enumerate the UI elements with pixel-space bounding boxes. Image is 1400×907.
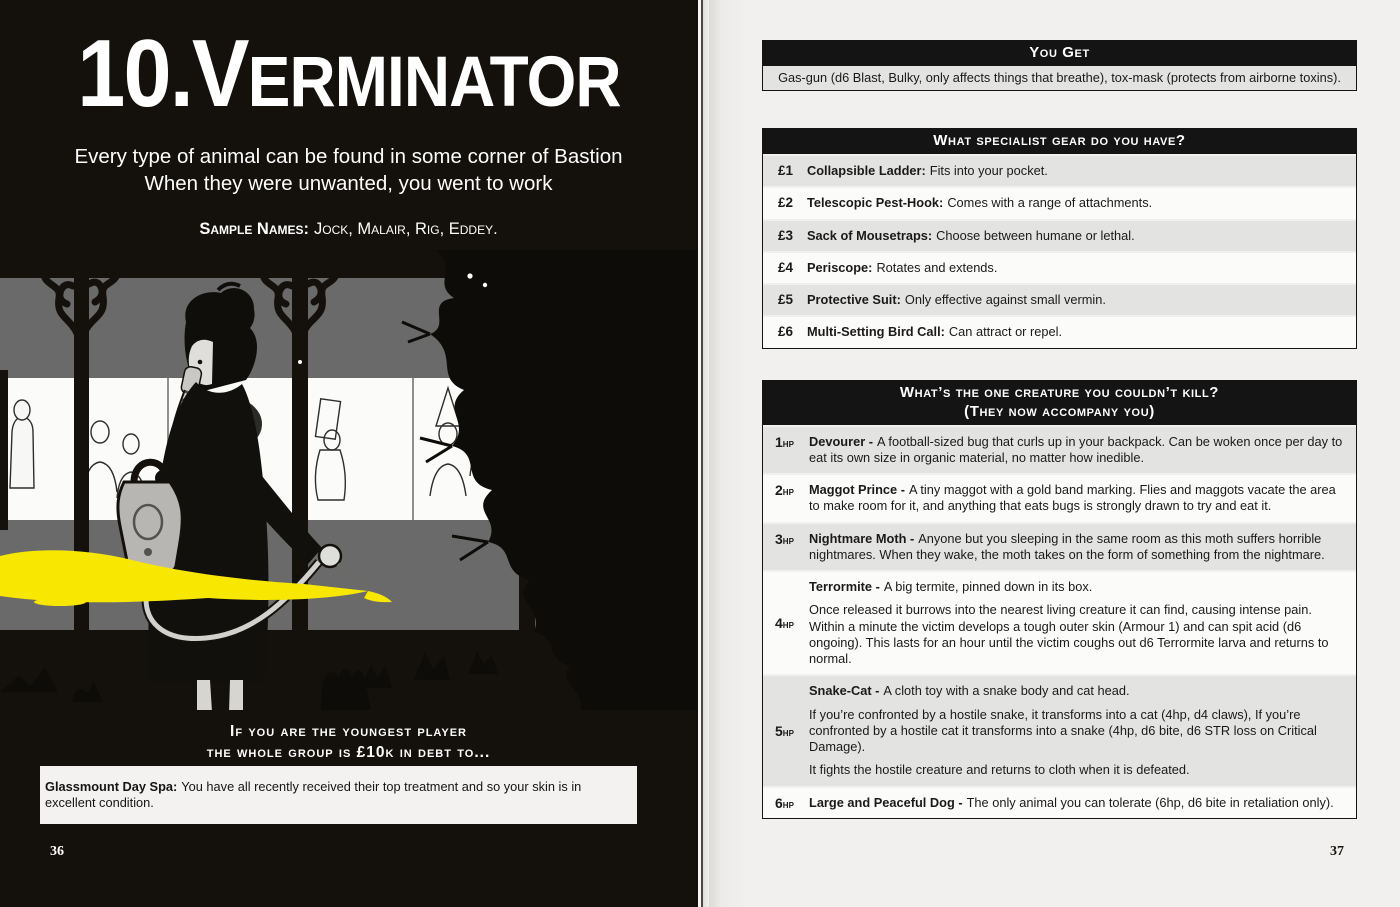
creature-name: Nightmare Moth - [809,530,915,546]
hp-suffix: hp [782,534,794,547]
chapter-subtitle [0,143,697,197]
right-page [709,0,1400,907]
creature-row [763,674,1356,785]
creditor-name: Glassmount Day Spa: [45,779,178,794]
gear-desc: Can attract or repel. [948,324,1063,340]
gear-name: Protective Suit: [807,292,901,307]
hp-suffix: hp [782,437,794,450]
hp-suffix: hp [782,798,794,811]
creature-hp: 3 [775,530,783,547]
creature-row [763,425,1356,474]
chapter-title-number: 10.V [76,20,248,127]
gear-desc: Fits into your pocket. [929,163,1048,178]
creature-desc: The only animal you can tolerate (6hp, d6 bite in retaliation only). [966,794,1334,810]
creature-table [762,380,1357,819]
gear-price: £5 [778,292,794,307]
hp-suffix: hp [782,619,794,632]
creature-name: Terrormite - [809,579,880,594]
creature-extra-paragraph: Once released it burrows into the nearest living creature it can find, causing intense pain. Within a minute the victim develops a tough outer skin (Armour 1) and can spit acid (d6 ongoing). This lasts for an hour until the victim coughs out d6 Terrormite larva and returns to normal. [809,602,1329,666]
chapter-title [0,20,697,127]
debt-line-1: If you are the youngest player [230,723,467,740]
debt-heading [0,721,697,763]
creditor-box [40,766,637,824]
book-spine [697,0,709,907]
gear-name: Telescopic Pest-Hook: [807,195,944,211]
creature-name: Maggot Prince - [809,482,905,497]
chapter-title-text: ERMINATOR [247,43,621,122]
creature-desc: A football-sized bug that curls up in your backpack. Can be woken once per day to eat its own size in organic material, no matter how inedible. [809,433,1343,465]
left-page [0,0,697,907]
creature-desc: A big termite, pinned down in its box. [883,579,1093,594]
gear-row [763,315,1356,347]
creature-hp: 2 [775,482,783,498]
gear-price: £2 [778,195,794,211]
sample-names-label: Sample Names: [199,220,309,238]
sprayer-bulb [319,545,341,567]
you-get-table [762,40,1357,91]
creature-row [763,522,1356,571]
gear-name: Collapsible Ladder: [807,163,926,178]
sample-names-value: Jock, Malair, Rig, Eddey. [313,220,498,238]
gear-table-header: What specialist gear do you have? [762,128,1357,154]
gear-name: Periscope: [807,259,873,275]
creature-extra-paragraph: If you’re confronted by a hostile snake, it transforms into a cat (4hp, d4 claws), If you’re confronted by a hostile cat it transforms into a snake (4hp, d6 bite, d6 STR loss on Critical Damage). [809,706,1317,754]
you-get-header: You Get [762,40,1357,66]
gear-name: Sack of Mousetraps: [807,227,933,243]
creature-desc: Anyone but you sleeping in the same room as this moth suffers horrible nightmares. When they wake, the moth takes on the form of something from the nightmare. [809,530,1325,562]
creditor-desc: You have all recently received their top treatment and so your skin is in excellent condition. [45,779,582,810]
gear-desc: Choose between humane or lethal. [936,227,1135,243]
gear-row [763,154,1356,186]
creature-name: Snake-Cat - [809,683,880,699]
creature-row [763,786,1356,818]
creature-hp: 5 [775,722,783,739]
gear-desc: Only effective against small vermin. [904,292,1106,307]
subtitle-line-2: When they were unwanted, you went to work [144,172,553,195]
page-number-right: 37 [1330,844,1344,859]
hp-suffix: hp [782,726,794,739]
gear-name: Multi-Setting Bird Call: [807,324,945,340]
verminator-illustration [0,250,697,710]
gear-row [763,219,1356,251]
gear-price: £4 [778,259,794,275]
gear-table [762,128,1357,349]
gear-price: £3 [778,227,794,243]
creature-hp: 6 [775,794,783,811]
gear-row [763,283,1356,315]
creature-row [763,473,1356,522]
gear-price: £1 [778,163,794,178]
you-get-content: Gas-gun (d6 Blast, Bulky, only affects things that breathe), tox-mask (protects from airborne toxins). [763,66,1356,90]
hp-suffix: hp [782,486,794,498]
gear-row [763,251,1356,283]
creature-extra-paragraph: It fights the hostile creature and returns to cloth when it is defeated. [809,762,1190,778]
creature-header-line-2: (They now accompany you) [964,402,1155,420]
debt-line-2: the whole group is £10k in debt to... [206,744,491,761]
creature-header-line-1: What’s the one creature you couldn’t kill? [899,383,1220,401]
creature-name: Large and Peaceful Dog - [809,794,963,810]
gear-price: £6 [778,324,794,340]
creature-desc: A tiny maggot with a gold band marking. Flies and maggots vacate the area to make room for it, and anything that eats bugs is strongly drawn to try and eat it. [809,482,1336,514]
creature-desc: A cloth toy with a snake body and cat head. [883,683,1130,699]
gear-row [763,186,1356,218]
creature-table-header [762,380,1357,425]
sample-names [0,220,697,239]
creature-row [763,570,1356,674]
creature-hp: 4 [775,615,783,632]
gear-desc: Comes with a range of attachments. [947,195,1153,211]
page-number-left: 36 [50,844,64,859]
creature-name: Devourer - [809,433,874,449]
subtitle-line-1: Every type of animal can be found in some corner of Bastion [74,145,623,168]
gear-desc: Rotates and extends. [876,259,998,275]
creature-hp: 1 [775,433,783,450]
